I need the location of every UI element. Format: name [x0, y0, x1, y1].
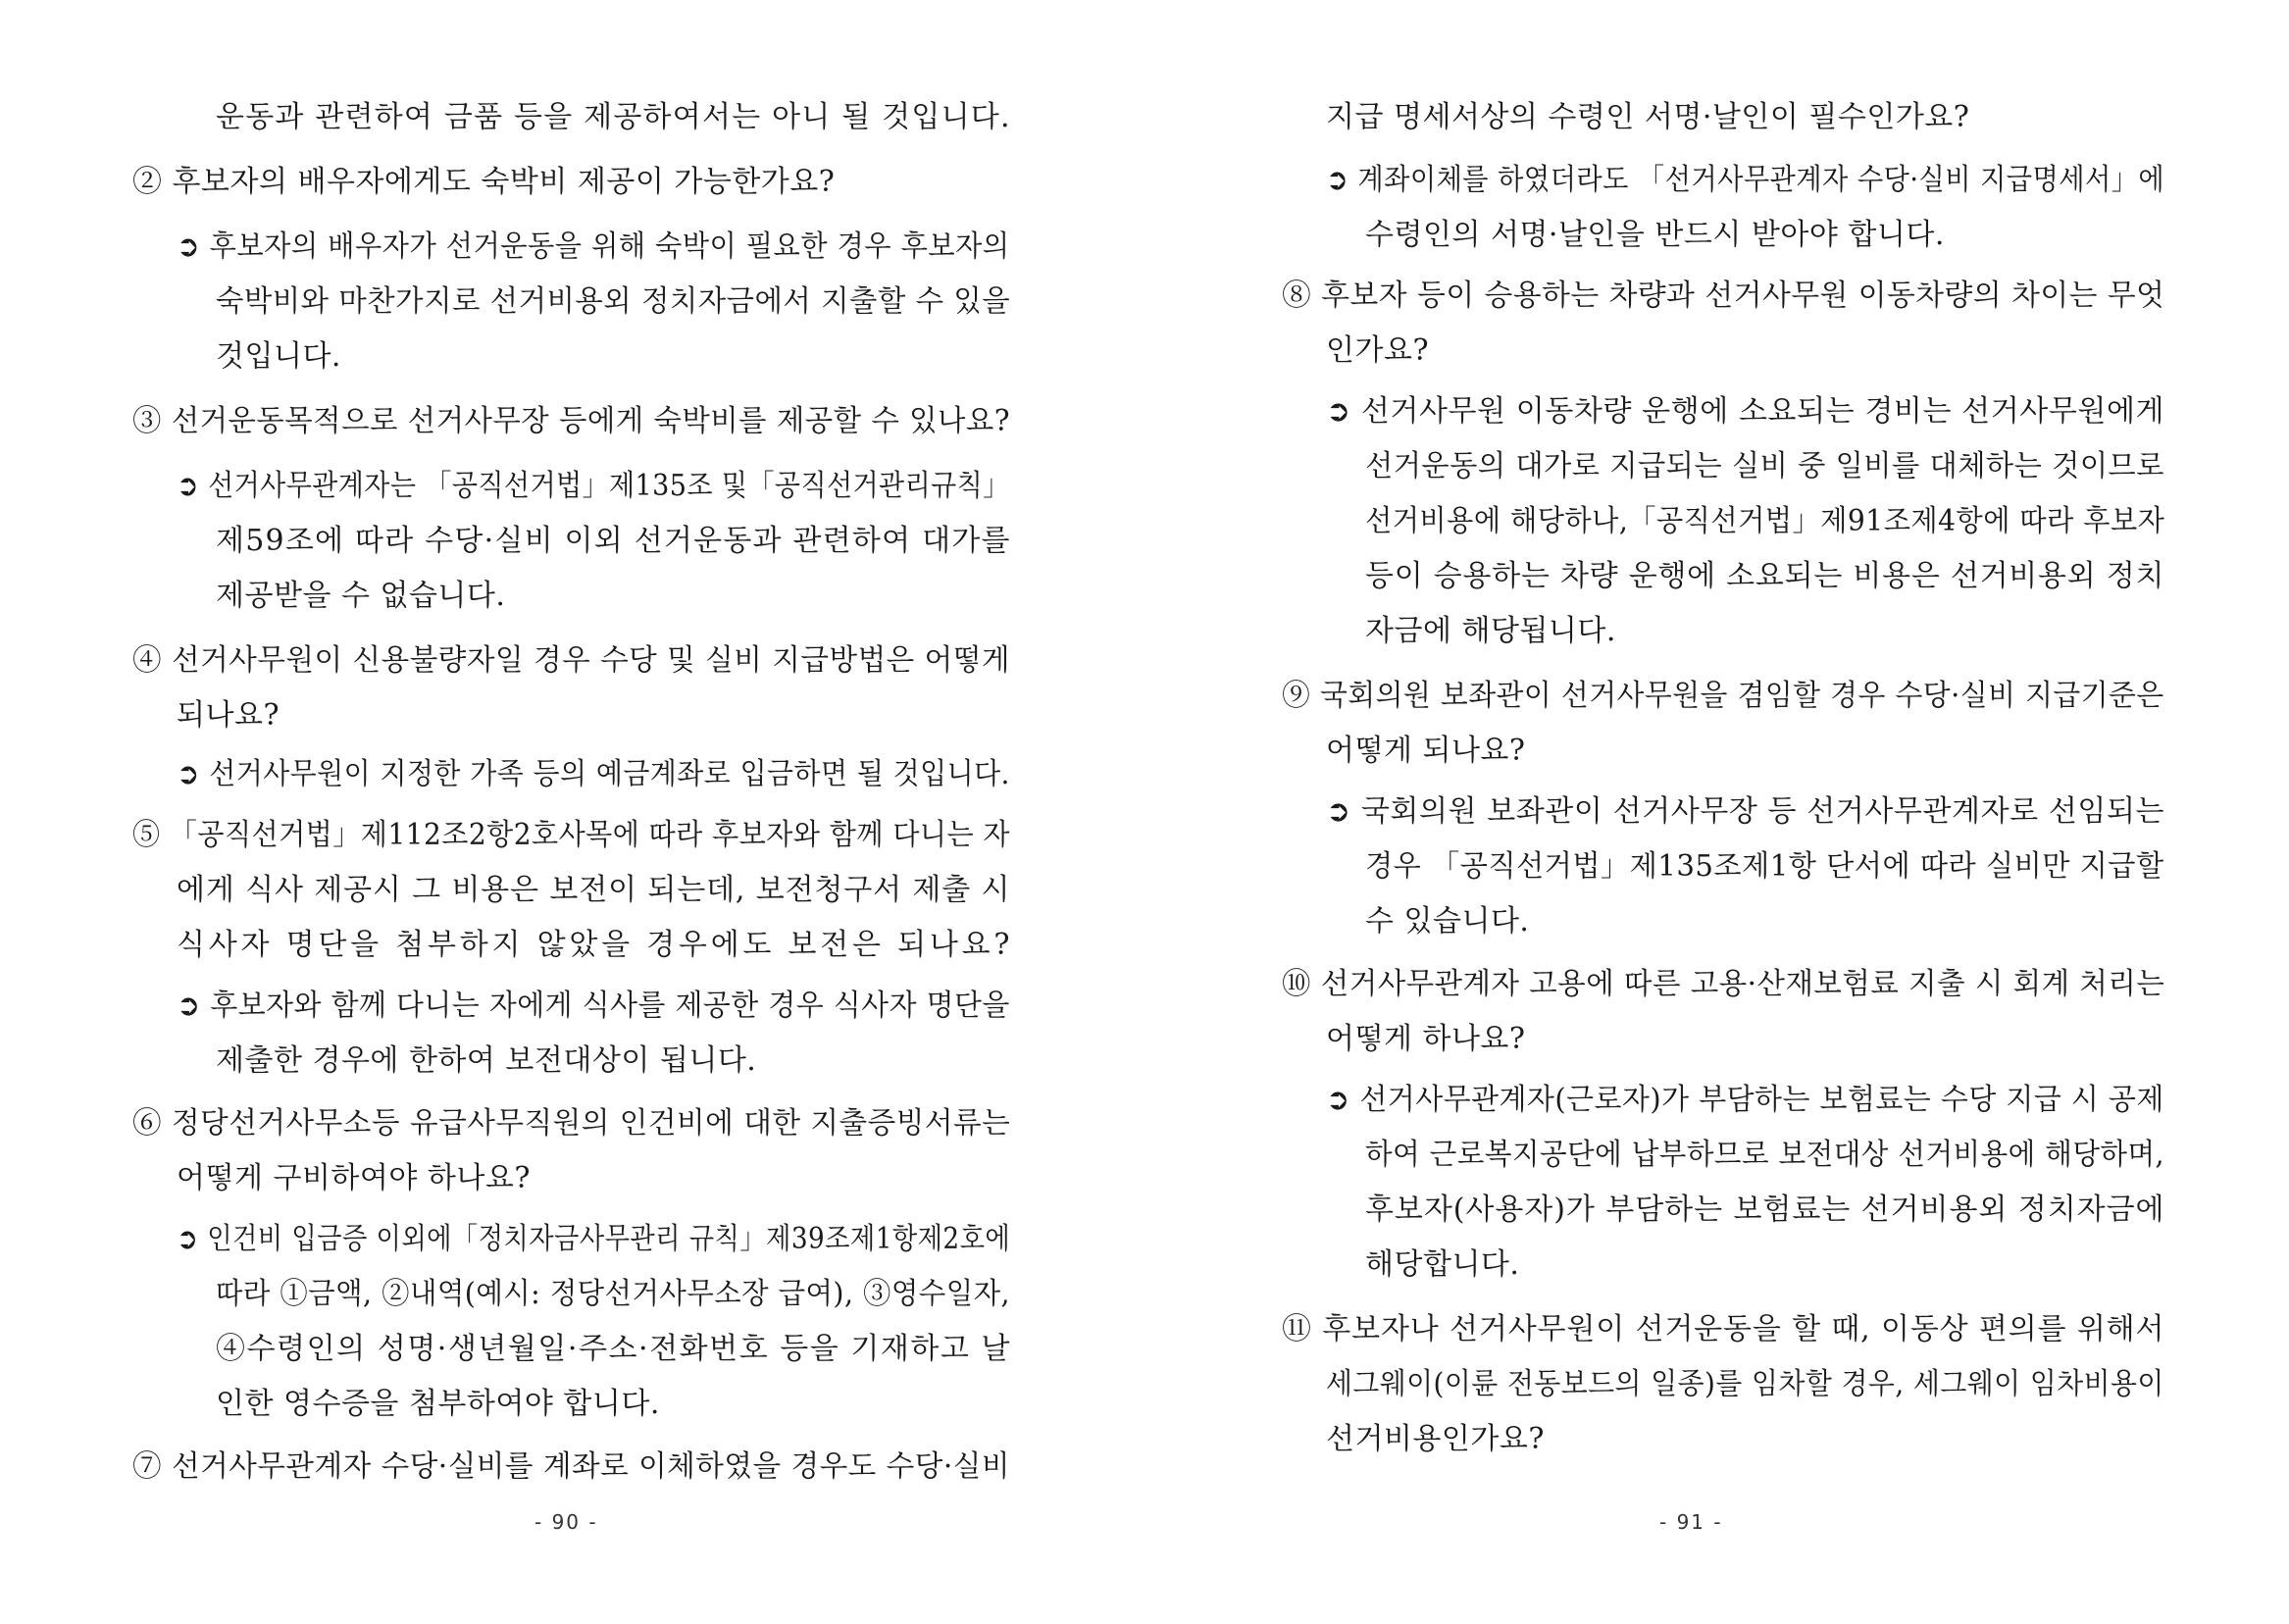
answer-line: 자금에 해당됩니다. [1365, 614, 1616, 648]
question-line: 식사자 명단을 첨부하지 않았을 경우에도 보전은 되나요? [177, 928, 1014, 962]
answer-line: 해당합니다. [1365, 1247, 1520, 1282]
answer-line: ➲ 후보자의 배우자가 선거운동을 위해 숙박이 필요한 경우 후보자의 [177, 229, 1010, 264]
answer-line: 선거비용에 해당하나,「공직선거법」제91조제4항에 따라 후보자 [1365, 504, 2165, 538]
page-number: - 90 - [534, 1510, 598, 1534]
answer-line: 후보자(사용자)가 부담하는 보험료는 선거비용외 정치자금에 [1365, 1193, 2165, 1227]
page-number: - 91 - [1659, 1510, 1723, 1534]
answer-line: 제59조에 따라 수당·실비 이외 선거운동과 관련하여 대가를 [216, 524, 1011, 558]
question-line: 인가요? [1326, 333, 1430, 368]
answer-line: ➲ 선거사무원 이동차량 운행에 소요되는 경비는 선거사무원에게 [1326, 394, 2165, 429]
answer-line: ➲ 계좌이체를 하였더라도 「선거사무관계자 수당·실비 지급명세서」에 [1326, 163, 2165, 197]
question-line: ⑤ 「공직선거법」제112조2항2호사목에 따라 후보자와 함께 다니는 자 [132, 818, 1010, 852]
answer-line: ④수령인의 성명·생년월일·주소·전화번호 등을 기재하고 날 [216, 1332, 1012, 1366]
question-line: 에게 식사 제공시 그 비용은 보전이 되는데, 보전청구서 제출 시 [177, 873, 1011, 907]
question-line: ② 후보자의 배우자에게도 숙박비 제공이 가능한가요? [132, 165, 836, 199]
question-line: ⑨ 국회의원 보좌관이 선거사무원을 겸임할 경우 수당·실비 지급기준은 [1282, 679, 2164, 713]
question-line: ⑩ 선거사무관계자 고용에 따른 고용·산재보험료 지출 시 회계 처리는 [1282, 967, 2165, 1001]
answer-line: 선거운동의 대가로 지급되는 실비 중 일비를 대체하는 것이므로 [1365, 449, 2164, 483]
answer-line: 하여 근로복지공단에 납부하므로 보전대상 선거비용에 해당하며, [1365, 1138, 2165, 1172]
answer-line: ➲ 선거사무원이 지정한 가족 등의 예금계좌로 입금하면 될 것입니다. [177, 757, 1010, 791]
question-line: ③ 선거운동목적으로 선거사무장 등에게 숙박비를 제공할 수 있나요? [132, 404, 1011, 438]
question-line: 지급 명세서상의 수령인 서명·날인이 필수인가요? [1326, 100, 1970, 134]
answer-line: 인한 영수증을 첨부하여야 합니다. [216, 1387, 660, 1421]
answer-line: 운동과 관련하여 금품 등을 제공하여서는 아니 될 것입니다. [216, 100, 1011, 134]
answer-line: 등이 승용하는 차량 운행에 소요되는 비용은 선거비용외 정치 [1365, 559, 2165, 593]
question-line: ⑦ 선거사무관계자 수당·실비를 계좌로 이체하였을 경우도 수당·실비 [132, 1449, 1010, 1484]
question-line: 어떻게 구비하여야 하나요? [177, 1161, 531, 1195]
answer-line: 수령인의 서명·날인을 반드시 받아야 합니다. [1365, 218, 1945, 252]
left-page [0, 0, 1144, 1624]
answer-line: 제출한 경우에 한하여 보전대상이 됩니다. [216, 1043, 757, 1078]
answer-line: ➲ 선거사무관계자는 「공직선거법」제135조 및「공직선거관리규칙」 [177, 469, 1010, 503]
question-line: ④ 선거사무원이 신용불량자일 경우 수당 및 실비 지급방법은 어떻게 [132, 643, 1010, 678]
answer-line: ➲ 선거사무관계자(근로자)가 부담하는 보험료는 수당 지급 시 공제 [1326, 1083, 2164, 1117]
question-line: 어떻게 되나요? [1326, 734, 1526, 768]
answer-line: 숙박비와 마찬가지로 선거비용외 정치자금에서 지출할 수 있을 [216, 284, 1011, 319]
answer-line: 경우 「공직선거법」제135조제1항 단서에 따라 실비만 지급할 [1365, 849, 2164, 884]
answer-line: 따라 ①금액, ②내역(예시: 정당선거사무소장 급여), ③영수일자, [216, 1277, 1011, 1311]
answer-line: 수 있습니다. [1365, 904, 1530, 939]
question-line: ⑧ 후보자 등이 승용하는 차량과 선거사무원 이동차량의 차이는 무엇 [1282, 279, 2165, 313]
question-line: 선거비용인가요? [1326, 1422, 1545, 1456]
question-line: 어떻게 하나요? [1326, 1022, 1526, 1056]
question-line: ⑪ 후보자나 선거사무원이 선거운동을 할 때, 이동상 편의를 위해서 [1282, 1312, 2165, 1346]
answer-line: ➲ 인건비 입금증 이외에「정치자금사무관리 규칙」제39조제1항제2호에 [177, 1222, 1011, 1256]
answer-line: ➲ 국회의원 보좌관이 선거사무장 등 선거사무관계자로 선임되는 [1326, 794, 2165, 829]
question-line: 되나요? [177, 698, 280, 733]
right-page [1144, 0, 2289, 1624]
question-line: ⑥ 정당선거사무소등 유급사무직원의 인건비에 대한 지출증빙서류는 [132, 1106, 1011, 1141]
question-line: 세그웨이(이륜 전동보드의 일종)를 임차할 경우, 세그웨이 임차비용이 [1326, 1367, 2164, 1401]
answer-line: 제공받을 수 없습니다. [216, 579, 506, 613]
answer-line: ➲ 후보자와 함께 다니는 자에게 식사를 제공한 경우 식사자 명단을 [177, 989, 1010, 1023]
answer-line: 것입니다. [216, 339, 341, 374]
